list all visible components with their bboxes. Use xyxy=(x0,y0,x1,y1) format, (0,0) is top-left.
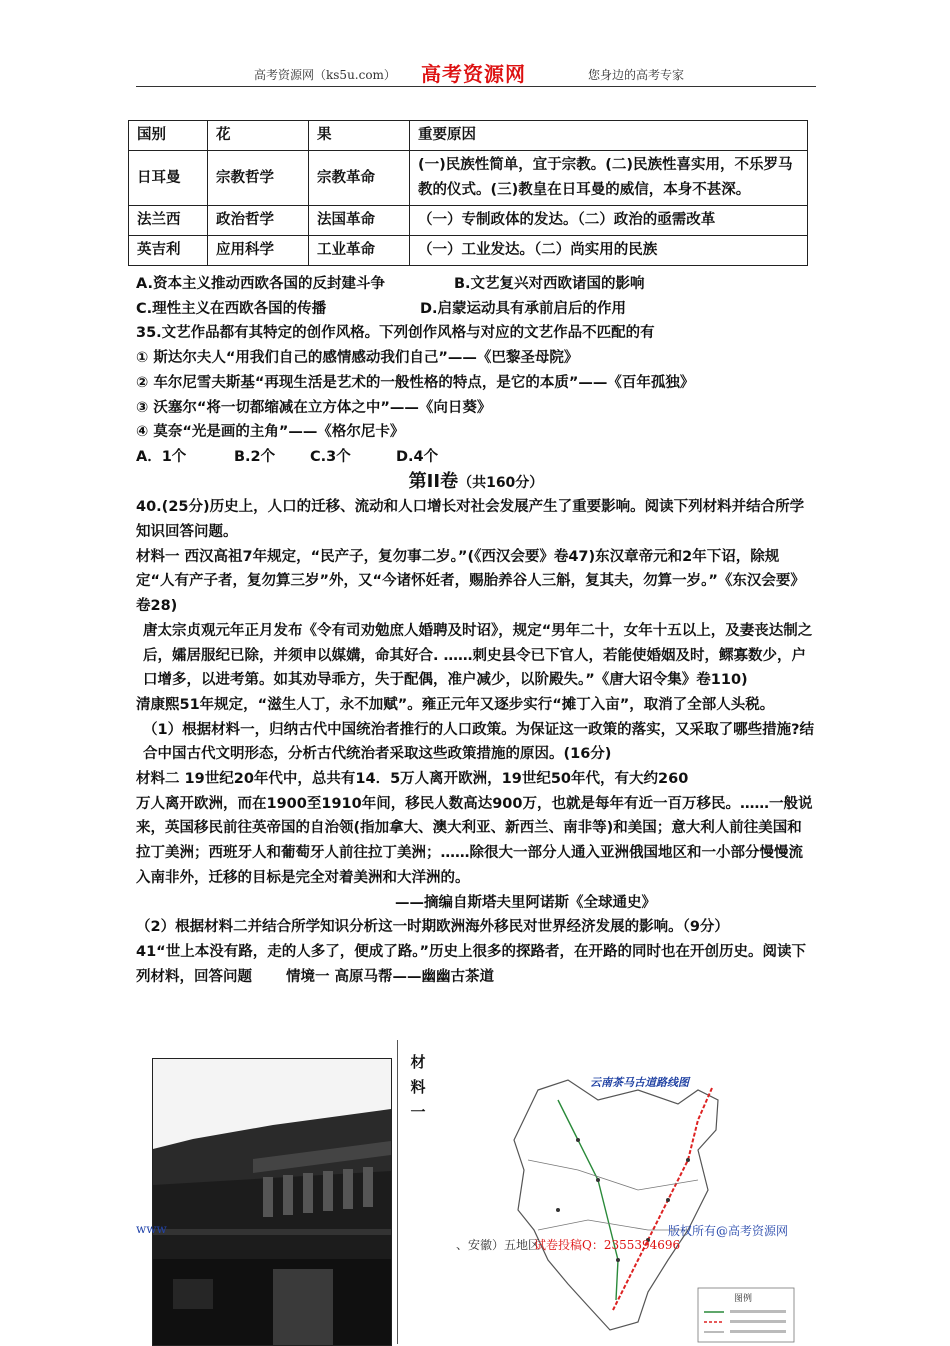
table-cell: 法国革命 xyxy=(309,206,410,236)
material-label-char: 材 xyxy=(410,1053,426,1071)
q40-question2: （2）根据材料二并结合所学知识分析这一时期欧洲海外移民对世界经济发展的影响。（9分） xyxy=(136,919,729,936)
tea-horse-road-map xyxy=(498,1060,798,1344)
table-header-cell: 重要原因 xyxy=(410,121,808,151)
table-cell: （一）工业发达。（二）尚实用的民族 xyxy=(410,236,808,266)
q35-item: ④ 莫奈“光是画的主角”——《格尔尼卡》 xyxy=(136,424,405,441)
q40-material1-p1: 材料一 西汉高祖7年规定，“民产子，复勿事二岁。”(《西汉会要》卷47)东汉章帝元和2年下诏，除规定“人有产子者，复勿算三岁”外，又“今诸怀妊者，赐胎养谷人三斛，复其夫，勿算一岁。”《东汉会要》卷28) xyxy=(136,548,805,615)
table-header-row xyxy=(129,121,808,151)
header-site-name: 高考资源网（ks5u.com） xyxy=(254,68,396,82)
q35-item: ① 斯达尔夫人“用我们自己的感情感动我们自己”——《巴黎圣母院》 xyxy=(136,350,579,367)
q40-question1: （1）根据材料一，归纳古代中国统治者推行的人口政策。为保证这一政策的落实，又采取了哪些措施?结合中国古代文明形态，分析古代统治者采取这些政策措施的原因。(16分) xyxy=(143,721,814,763)
table-row xyxy=(129,236,808,266)
header-slogan: 您身边的高考专家 xyxy=(588,68,685,82)
table-cell: （一）专制政体的发达。（二）政治的亟需改革 xyxy=(410,206,808,236)
q35-item: ② 车尔尼雪夫斯基“再现生活是艺术的一般性格的特点，是它的本质”——《百年孤独》 xyxy=(136,374,695,391)
building-illustration xyxy=(153,1059,391,1345)
table-cell: 宗教哲学 xyxy=(208,151,309,206)
footer-regions: 、安徽）五地区 xyxy=(456,1238,541,1252)
table-cell: 工业革命 xyxy=(309,236,410,266)
q35-item: ③ 沃塞尔“将一切都缩减在立方体之中”——《向日葵》 xyxy=(136,399,492,416)
material-label-char: 料 xyxy=(410,1078,426,1096)
section-title-sub: （共160分） xyxy=(458,474,544,491)
table-cell: 政治哲学 xyxy=(208,206,309,236)
q40-material2-source: ——摘编自斯塔夫里阿诺斯《全球通史》 xyxy=(395,894,656,911)
q35-option: B.2个 xyxy=(234,448,276,465)
q35-options xyxy=(136,445,816,470)
table-row xyxy=(129,206,808,236)
q40-material1-p2: 唐太宗贞观元年正月发布《令有司劝勉庶人婚聘及时诏》，规定“男年二十，女年十五以上，及妻丧达制之后，孀居服纪已除，并须申以媒媾，命其好合. ……刺史县令已下官人，若能使婚姻及时，鳏寡数少，户口增多，以进考第。如其劝导乖方，失于配偶，准户减少，以阶殿失。”《唐大诏令集》卷110) xyxy=(143,622,813,689)
material-label xyxy=(408,1050,428,1125)
comparison-table xyxy=(128,120,808,266)
table-cell: (一)民族性简单，宜于宗教。(二)民族性喜实用，不乐罗马教的仪式。(三)教皇在日耳曼的威信，本身不甚深。 xyxy=(410,151,808,206)
page-header xyxy=(136,58,816,87)
section-title-main: 第II卷 xyxy=(408,470,459,492)
table-cell: 应用科学 xyxy=(208,236,309,266)
q40-material2-rest: 万人离开欧洲，而在1900至1910年间，移民人数高达900万，也就是每年有近一百万移民。……一般说来，英国移民前往英帝国的自治领(指加拿大、澳大利亚、新西兰、南非等)和美国；意大利人前往美国和拉丁美洲；西班牙人和葡萄牙人前往拉丁美洲；……除很大一部分人通入亚洲俄国地区和一小部分慢慢流入南非外，迁移的目标是完全对着美洲和大洋洲的。 xyxy=(136,795,813,886)
q40-material2-line1: 材料二 19世纪20年代中，总共有14．5万人离开欧洲，19世纪50年代，有大约260 xyxy=(136,771,689,788)
q34-option-b: B.文艺复兴对西欧诸国的影响 xyxy=(454,276,645,292)
table-cell: 宗教革命 xyxy=(309,151,410,206)
q35-option: D.4个 xyxy=(396,448,439,465)
divider-line xyxy=(397,1040,398,1344)
map-legend-title: 图例 xyxy=(734,1294,753,1304)
table-cell: 日耳曼 xyxy=(129,151,208,206)
footer-copyright[interactable]: 版权所有@高考资源网 xyxy=(668,1224,789,1238)
q40-intro: 40.(25分)历史上，人口的迁移、流动和人口增长对社会发展产生了重要影响。阅读下列材料并结合所学知识回答问题。 xyxy=(136,499,805,541)
table-cell: 英吉利 xyxy=(129,236,208,266)
question-body xyxy=(136,272,816,989)
q34-options-row2 xyxy=(136,297,816,322)
table-row xyxy=(129,151,808,206)
q34-option-c: C.理性主义在西欧各国的传播 xyxy=(136,300,327,317)
q34-option-a: A.资本主义推动西欧各国的反封建斗争 xyxy=(136,276,385,292)
q35-option: A．1个 xyxy=(136,448,187,465)
q35-stem: 35.文艺作品都有其特定的创作风格。下列创作风格与对应的文艺作品不匹配的有 xyxy=(136,325,655,342)
header-logo: 高考资源网 xyxy=(421,62,526,86)
table-cell: 法兰西 xyxy=(129,206,208,236)
footer-contribution: 试卷投稿Q：2355394696 xyxy=(534,1238,681,1252)
map-illustration xyxy=(498,1060,798,1344)
q34-options-row1 xyxy=(136,272,816,297)
q40-material1-p3: 清康熙51年规定，“滋生人丁，永不加赋”。雍正元年又逐步实行“摊丁入亩”，取消了全部人头税。 xyxy=(136,696,775,713)
q41-intro xyxy=(136,940,816,989)
table-header-cell: 花 xyxy=(208,121,309,151)
q35-option: C.3个 xyxy=(310,448,351,465)
footer-link[interactable]: www xyxy=(136,1222,167,1236)
table-header-cell: 果 xyxy=(309,121,410,151)
q41-intro-text: 41“世上本没有路，走的人多了，便成了路。”历史上很多的探路者，在开路的同时也在开创历史。阅读下列材料，回答问题 xyxy=(136,943,806,985)
map-title: 云南茶马古道路线图 xyxy=(590,1076,689,1089)
ancient-building-photo xyxy=(152,1058,392,1346)
q34-option-d: D.启蒙运动具有承前启后的作用 xyxy=(420,300,627,317)
material-label-char: 一 xyxy=(410,1103,426,1121)
section-title xyxy=(136,470,816,496)
q41-scenario: 情境一 高原马帮——幽幽古茶道 xyxy=(286,968,495,985)
table-header-cell: 国别 xyxy=(129,121,208,151)
